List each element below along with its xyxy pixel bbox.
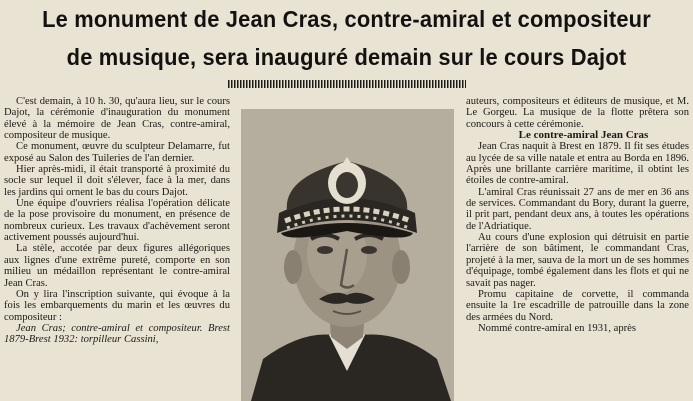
paragraph: C'est demain, à 10 h. 30, qu'aura lieu, sur le cours Dajot, la cérémonie d'inauguration du monument élevé à la mémoire de Jean Cras, contre-amiral, compositeur de musique. [4, 96, 230, 142]
portrait-photo [241, 109, 454, 401]
paragraph: Promu capitaine de corvette, il commanda ensuite la 1re escadrille de patrouille dans la zone des armées du Nord. [466, 288, 689, 323]
headline-line-2: de musique, sera inauguré demain sur le cours Dajot [66, 44, 627, 70]
paragraph: Ce monument, œuvre du sculpteur Delamarre, fut exposé au Salon des Tuileries de l'an dernier. [4, 141, 230, 164]
paragraph: Jean Cras naquit à Brest en 1879. Il fit ses études au lycée de sa ville natale et entra au Borda en 1896. Après une brillante carrière maritime, il obtint les étoiles de contre-amiral. [466, 141, 689, 187]
paragraph: Au cours d'une explosion qui détruisit en partie l'arrière de son bâtiment, le commandant Cras, projeté à la mer, sauva de la mort un de ses hommes d'équipage, tombé également dans les flots et qui ne savait pas nager. [466, 232, 689, 289]
paragraph: Une équipe d'ouvriers réalisa l'opération délicate de la pose provisoire du monument, en présence de nombreux curieux. Les travaux d'achèvement seront activement poussés aujourd'hui. [4, 198, 230, 244]
paragraph: On y lira l'inscription suivante, qui évoque à la fois les embarquements du marin et les œuvres du compositeur : [4, 288, 230, 323]
article-column-left [4, 96, 230, 346]
headline [0, 0, 693, 76]
paragraph: Hier après-midi, il était transporté à proximité du socle sur lequel il doit s'élever, face à la mer, dans les jardins qui ornent le bas du cours Dajot. [4, 164, 230, 198]
paragraph: auteurs, compositeurs et éditeurs de musique, et M. Le Gorgeu. La musique de la flotte prêtera son concours à cette cérémonie. [466, 96, 689, 130]
inscription-text: Jean Cras; contre-amiral et compositeur. Brest 1879-Brest 1932: torpilleur Cassini, [4, 322, 230, 346]
headline-line-1: Le monument de Jean Cras, contre-amiral et compositeur [42, 6, 651, 32]
paragraph: La stèle, accotée par deux figures allégoriques aux lignes d'une extrême pureté, comporte en son milieu un médaillon représentant le contre-amiral Jean Cras. [4, 243, 230, 289]
paragraph: L'amiral Cras réunissait 27 ans de mer en 36 ans de services. Commandant du Bory, durant la guerre, il prit part, pendant deux ans, à toutes les opérations de l'Adriatique. [466, 186, 689, 232]
article-column-right [466, 96, 689, 334]
paragraph: Nommé contre-amiral en 1931, après [478, 322, 636, 334]
headline-ornament-rule [228, 80, 466, 88]
section-subheading: Le contre-amiral Jean Cras [518, 129, 649, 142]
